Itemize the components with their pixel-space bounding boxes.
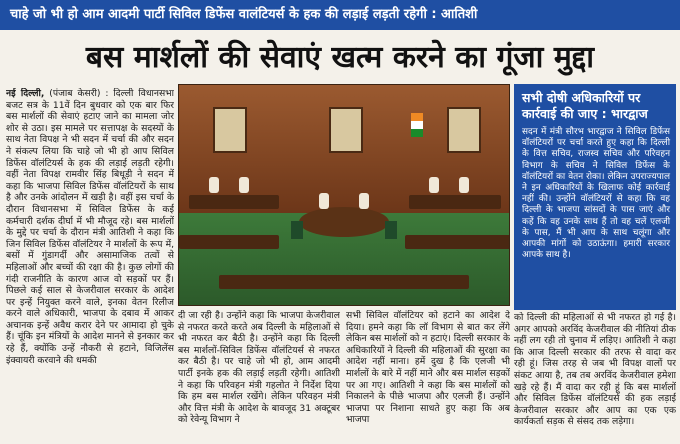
article-column-mid-1 [178,310,340,440]
assembly-photo [178,84,510,306]
main-headline: बस मार्शलों की सेवाएं खत्म करने का गूंजा मुद्दा [85,40,595,75]
article-column-left [6,88,174,440]
photo-window [329,107,363,153]
article-text-left: (पंजाब केसरी) : दिल्ली विधानसभा बजट सत्र के 11वें दिन बुधवार को एक बार फिर बस मार्शलों की सेवाएं हटाए जाने का मामला जोर शोर से उठा। इस मामले पर सत्तापक्ष के सदस्यों के साथ नेता विपक्ष ने भी सदन में चर्चा की और सदन ने संकल्प लिया कि चाहे जो भी हो आप सिविल डिफेंस वॉलंटियर्स के हक की लड़ाई लड़ती रहेगी। वहीं नेता विपक्ष रामवीर सिंह बिधूड़ी ने सदन में कहा कि भाजपा सिविल डिफेंस वॉलंटियरों के साथ है और उनके आंदोलन में खड़ी है। वहीं इस चर्चा के दौरान विधानसभा में सिविल डिफेंस के कई कर्मचारी दर्शक दीर्घा में भी मौजूद रहे। बस मार्शलों के मुद्दे पर चर्चा के दौरान मंत्री आतिशी ने कहा कि जिन सिविल डिफेंस वॉलंटियर ने मार्शलों के रूप में, बसों में गुंडागर्दी और असामाजिक तत्वों से महिलाओं और बच्चों की रक्षा की है। कुछ लोगों की गंदी राजनीति के कारण आज वो सड़कों पर हैं। पिछले कई साल से केजरीवाल सरकार के आदेश पर इन्हें नियुक्त करने वाले, इनका वेतन रिलीज करने वाले अधिकारी, भाजपा के दबाव में आकर अचानक इन्हें अवैध करार देने पर आमादा हो चुके हैं। चूंकि इन मंत्रियों के आदेश मानने से इनकार कर रहे हैं, क्योंकि उन्हें नौकरी से हटाने, विजिलेंस इंक्वायरी करवाने की धमकी [6,88,174,366]
article-text-mid-1: दी जा रही है। उन्होंने कहा कि भाजपा केजरीवाल से नफरत करते करते अब दिल्ली के महिलाओं से भी नफरत कर बैठी है। उन्होंने कहा कि दिल्ली बस मार्शलों-सिविल डिफेंस वॉलंटियर्स से नफरत कर बैठी है। पर चाहे जो भी हो, आम आदमी पार्टी इनके हक की लड़ाई लड़ती रहेगी। आतिशी ने कहा कि परिवहन मंत्री गहलोत ने निर्देश दिया कि हम बस मार्शल रखेंगे। लेकिन परिवहन मंत्री और वित्त मंत्री के आदेश के बावजूद 31 अक्टूबर को रेवेन्यू विभाग ने [178,310,340,426]
photo-person [359,193,369,209]
photo-desk [405,235,510,249]
photo-person [239,177,249,193]
article-text-right: को दिल्ली की महिलाओं से भी नफरत हो गई है। अगर आपको अरविंद केजरीवाल की नीतियां ठीक नहीं लग रही तो चुनाव में लड़िए। आतिशी ने कहा कि आज दिल्ली सरकार की तरफ से वादा कर रही हूं। जिस तरह से जब भी विपक्ष वालों पर संकट आया है, तब तब अरविंद केजरीवाल हमेशा खड़े रहे हैं। मैं वादा कर रही हूं कि बस मार्शलों और सिविल डिफेंस वॉलंटियर्स की हक लड़ाई केजरीवाल सरकार और आप का एक एक कार्यकर्ता सड़क से संसद तक लड़ेगा। [514,312,676,428]
photo-person [429,177,439,193]
photo-window [213,107,247,153]
flag-icon [411,113,423,137]
photo-window [447,107,481,153]
article-text-mid-2: सभी सिविल वॉलंटियर को हटाने का आदेश दे दिया। हमने कहा कि लॉ विभाग से बात कर लेंगे लेकिन बस मार्शलों को न हटाएं। दिल्ली सरकार के अधिकारियों ने दिल्ली की महिलाओं की सुरक्षा का आदेश नहीं माना। हमें दुख है कि एलजी भी मार्शलों के बारे में नहीं माने और बस मार्शल सड़कों पर आ गए। आतिशी ने कहा कि बस मार्शलों को निकालने के पीछे भाजपा और एलजी हैं। उन्होंने भाजपा पर निशाना साधते हुए कहा कि अब भाजपा [346,310,510,426]
sidebar-text: सदन में मंत्री सौरभ भारद्वाज ने सिविल डिफेंस वॉलंटियरों पर चर्चा करते हुए कहा कि दिल्ली के वित्त सचिव, राजस्व सचिव और परिवहन विभाग के सचिव ने सिविल डिफेंस के वॉलंटियरों का वेतन रोका। लेकिन उपराज्यपाल ने इन अधिकारियों के खिलाफ कोई कार्रवाई नहीं की। उन्होंने वॉलंटियरों से कहा कि वह दिल्ली के भाजपा सांसदों के पास जाएं और कहें कि वह उनके साथ हैं तो वह चलें एलजी के पास, मैं भी आप के साथ चलूंगा और आपकी मांगों को उठाऊंगा। हमारी सरकार आपके साथ है। [522,127,670,261]
photo-desk [179,235,279,249]
top-banner: चाहे जो भी हो आम आदमी पार्टी सिविल डिफेंस वालंटियर्स के हक की लड़ाई लड़ती रहेगी : आतिशी [0,0,680,30]
article-column-mid-2 [346,310,510,440]
photo-person [319,193,329,209]
photo-desk [409,195,501,209]
photo-chair [291,221,303,239]
photo-person [459,177,469,193]
dateline: नई दिल्ली, [6,88,45,99]
photo-desk [219,275,469,289]
photo-person [209,177,219,193]
sidebar-title: सभी दोषी अधिकारियों पर कार्रवाई की जाए : भारद्वाज [522,90,648,121]
photo-chair [385,221,397,239]
photo-desk [189,195,279,209]
article-column-right [514,312,676,440]
photo-table [299,207,389,237]
sidebar-box [514,84,676,310]
